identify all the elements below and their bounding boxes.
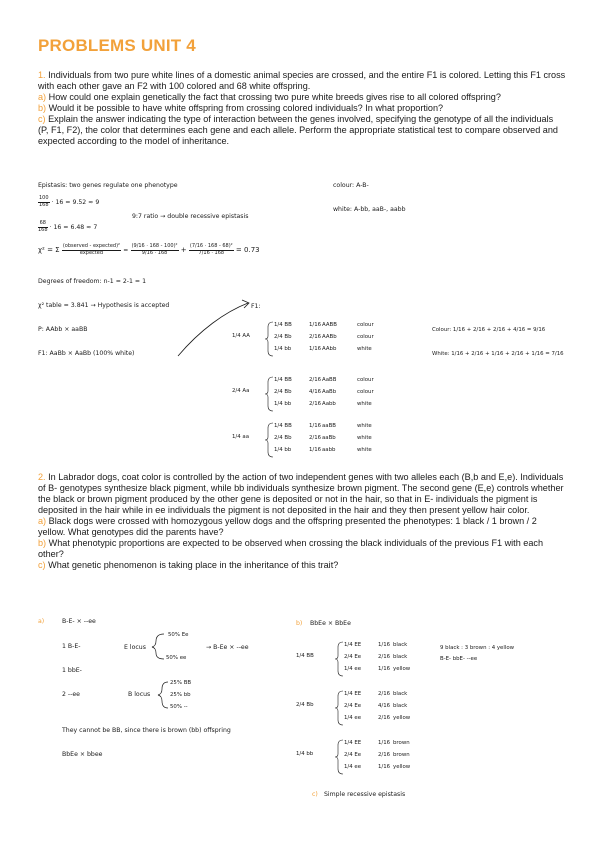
chi-table-note: χ² table = 3.841 → Hypothesis is accepted: [38, 302, 170, 309]
problem-2-b-text: What phenotypic proportions are expected to be observed when crossing the black individuals of the previous F1 with each other?: [38, 538, 544, 559]
punnett-2-phenotype: brown: [393, 752, 410, 758]
punnett-1-phenotype: white: [357, 401, 372, 407]
problem-2-text: [38, 472, 566, 571]
punnett-2-braces: [335, 642, 343, 774]
punnett-2-probability: 2/16: [378, 654, 391, 660]
punnett-1-genotype: aaBb: [322, 435, 336, 441]
punnett-1-genotype: AaBb: [322, 389, 337, 395]
f1-label: F1:: [251, 303, 261, 310]
punnett-2-phenotype: black: [393, 691, 408, 697]
b-locus-25-bb: 25% bb: [170, 692, 191, 698]
answer-a-cross: B-E- × --ee: [62, 618, 96, 625]
punnett-1-second-allele: 2/4 Bb: [274, 334, 292, 340]
calc-colored: [38, 196, 99, 208]
punnett-1-phenotype: colour: [357, 377, 374, 383]
e-locus-50-Ee: 50% Ee: [168, 632, 189, 638]
parents-answer: BbEe × bbee: [62, 751, 103, 758]
calc-colored-den: 168: [39, 201, 49, 208]
chi-term2-den: 7/16 · 168: [198, 249, 225, 256]
calc-colored-fraction: [38, 196, 50, 208]
problem-1-number: 1.: [38, 70, 46, 80]
calc-white-num: 68: [39, 220, 46, 226]
punnett-1-probability: 2/16: [309, 401, 322, 407]
calc-colored-num: 100: [39, 195, 49, 201]
punnett-1-phenotype: colour: [357, 334, 374, 340]
ratio-note: 9:7 ratio → double recessive epistasis: [132, 213, 249, 220]
problem-1-a-text: How could one explain genetically the fact that crossing two pure white breeds gives rise to all colored offspring?: [48, 92, 501, 102]
conclusion-note: They cannot be BB, since there is brown (bb) offspring: [62, 727, 231, 734]
punnett-2-phenotype: black: [393, 642, 408, 648]
punnett-1-second-allele: 1/4 bb: [274, 447, 292, 453]
page-title: PROBLEMS UNIT 4: [38, 36, 196, 55]
chi-plus: +: [180, 246, 187, 254]
punnett-2-phenotype: yellow: [393, 764, 411, 770]
calc-white-fraction: [38, 221, 48, 233]
punnett-2-probability: 4/16: [378, 703, 391, 709]
e-locus-brace: [152, 634, 164, 659]
punnett-1-probability: 1/16: [309, 346, 322, 352]
punnett-2-second-allele: 2/4 Ee: [344, 654, 362, 660]
b-locus-brace: [158, 682, 168, 708]
epistasis-note: Epistasis: two genes regulate one phenotype: [38, 182, 178, 189]
punnett-1-braces: [265, 322, 273, 457]
punnett-2-phenotype: brown: [393, 740, 410, 746]
branch-brace: [265, 377, 273, 411]
chi-term2-num: (7/16 · 168 - 68)²: [189, 243, 233, 249]
e-locus-result: → B-Ee × --ee: [206, 644, 249, 651]
problem-1-b-text: Would it be possible to have white offspring from crossing colored individuals? In what proportion?: [48, 103, 444, 113]
punnett-2-probability: 1/16: [378, 764, 391, 770]
punnett-1-second-allele: 1/4 BB: [274, 423, 292, 429]
punnett-2-probability: 1/16: [378, 642, 391, 648]
punnett-1-second-allele: 1/4 bb: [274, 346, 292, 352]
punnett-2-second-allele: 1/4 EE: [344, 691, 362, 697]
white-sum: White: 1/16 + 2/16 + 1/16 + 2/16 + 1/16 = 7/16: [432, 351, 564, 357]
punnett-1-probability: 4/16: [309, 389, 322, 395]
problem-2-b-label: b): [38, 538, 47, 548]
punnett-1-genotype: AaBB: [322, 377, 337, 383]
chi-general-den: expected: [79, 249, 104, 256]
black-offspring-line: 1 B-E-: [62, 643, 81, 650]
b-locus-25-BB: 25% BB: [170, 680, 192, 686]
ratio-genotypes: B-E- bbE- --ee: [440, 656, 478, 662]
punnett-2-second-allele: 1/4 ee: [344, 715, 362, 721]
branch-brace: [265, 423, 273, 457]
answer-c-label: c): [312, 791, 318, 798]
problem-1-a-label: a): [38, 92, 47, 102]
chi-general-fraction: [62, 244, 121, 256]
punnett-1-second-allele: 2/4 Bb: [274, 435, 292, 441]
e-locus-label: E locus: [124, 644, 146, 651]
branch-brace: [335, 740, 343, 774]
punnett-1-genotype: AABb: [322, 334, 337, 340]
punnett-2-probability: 1/16: [378, 666, 391, 672]
problem-1-c-text: Explain the answer indicating the type of interaction between the genes involved, specifying the genotype of all the individuals (P, F1, F2), the color that determines each gene and each allele. Perform the appropriate statistical test to compare observed and expected according to the model of inheritance.: [38, 114, 558, 146]
f1-cross-note: F1: AaBb × AaBb (100% white): [38, 350, 135, 357]
punnett-1-probability: 2/16: [309, 377, 322, 383]
brown-offspring-line: 1 bbE-: [62, 667, 82, 674]
degrees-of-freedom: Degrees of freedom: n-1 = 2-1 = 1: [38, 278, 147, 285]
punnett-2-phenotype: black: [393, 654, 408, 660]
punnett-1-second-allele: 1/4 BB: [274, 377, 292, 383]
answer-a-label: a): [38, 618, 45, 625]
chi-term2-fraction: [189, 244, 234, 256]
chi-term1-den: 9/16 · 168: [141, 249, 168, 256]
punnett-1-phenotype: colour: [357, 389, 374, 395]
punnett-1-phenotype: white: [357, 346, 372, 352]
problem-1-b-label: b): [38, 103, 47, 113]
answer-c-text: Simple recessive epistasis: [324, 791, 406, 798]
punnett-1-genotype: AAbb: [322, 346, 337, 352]
punnett-1-first-allele: 1/4 aa: [232, 434, 249, 440]
punnett-2-phenotype: black: [393, 703, 408, 709]
f1-arrow: [178, 303, 248, 356]
b-locus-label: B locus: [128, 691, 151, 698]
punnett-2-first-allele: 2/4 Bb: [296, 702, 314, 708]
colour-sum: Colour: 1/16 + 2/16 + 2/16 + 4/16 = 9/16: [432, 327, 546, 333]
punnett-1-genotype: aaBB: [322, 423, 337, 429]
chi-general-num: (observed - expected)²: [62, 243, 121, 249]
punnett-1-probability: 1/16: [309, 447, 322, 453]
punnett-2-probability: 2/16: [378, 752, 391, 758]
chi-square-formula: χ² = Σ $\frac{\text{(observed - expected)²}}{\text{expected}}$ = $\frac{\text{(9/16 · 168 - 100)²}}{9/16 \cdot 168}$ + $\frac{\text{(7/16 · 168 - 68)²}}{7/16 \cdot 168}$ = 0.73: [38, 243, 260, 256]
f1-arrowhead: [242, 300, 249, 308]
punnett-1-first-allele: 1/4 AA: [232, 333, 250, 339]
calc-white-result: · 16 = 6.48 ≈ 7: [49, 224, 98, 231]
punnett-1-probability: 1/16: [309, 423, 322, 429]
punnett-2-second-allele: 1/4 ee: [344, 764, 362, 770]
chi-label: χ² = Σ: [38, 246, 60, 254]
punnett-1-second-allele: 2/4 Bb: [274, 389, 292, 395]
colour-genotype-note: colour: A-B-: [333, 182, 369, 189]
calc-colored-result: · 16 = 9.52 ≈ 9: [51, 199, 100, 206]
punnett-2-phenotype: yellow: [393, 666, 411, 672]
punnett-2-second-allele: 2/4 Ee: [344, 703, 362, 709]
calc-white: [38, 221, 97, 233]
chi-term1-num: (9/16 · 168 - 100)²: [131, 243, 178, 249]
calc-white-den: 168: [38, 226, 48, 233]
punnett-1-first-allele: 2/4 Aa: [232, 388, 250, 394]
problem-2-a-text: Black dogs were crossed with homozygous yellow dogs and the offspring presented the phenotypes: 1 black / 1 brown / 2 yellow. What genotypes did the parents have?: [38, 516, 537, 537]
ratio-answer: 9 black : 3 brown : 4 yellow: [440, 645, 515, 651]
punnett-2-first-allele: 1/4 BB: [296, 653, 314, 659]
punnett-1-phenotype: white: [357, 435, 372, 441]
problem-1-intro: Individuals from two pure white lines of a domestic animal species are crossed, and the entire F1 is colored. Letting this F1 cross with each other gave an F2 with 100 colored and 68 white offspring.: [38, 70, 566, 91]
punnett-2-phenotype: yellow: [393, 715, 411, 721]
branch-brace: [265, 322, 273, 356]
punnett-1-genotype: AABB: [322, 322, 337, 328]
punnett-2-probability: 1/16: [378, 740, 391, 746]
problem-2-c-text: What genetic phenomenon is taking place in the inheritance of this trait?: [48, 560, 339, 570]
punnett-1-phenotype: white: [357, 423, 372, 429]
chi-result: = 0.73: [235, 246, 260, 254]
punnett-1-phenotype: white: [357, 447, 372, 453]
white-genotype-note: white: A-bb, aaB-, aabb: [333, 206, 406, 213]
problem-1-c-label: c): [38, 114, 46, 124]
punnett-2-first-allele: 1/4 bb: [296, 751, 314, 757]
punnett-2-second-allele: 1/4 EE: [344, 642, 362, 648]
problem-1-text: [38, 70, 566, 147]
punnett-1-genotype: aabb: [322, 447, 336, 453]
problem-2-c-label: c): [38, 560, 46, 570]
e-locus-50-ee: 50% ee: [166, 655, 187, 661]
punnett-1-second-allele: 1/4 BB: [274, 322, 292, 328]
b-locus-50: 50% --: [170, 704, 188, 710]
problem-2-a-label: a): [38, 516, 47, 526]
punnett-2-second-allele: 1/4 ee: [344, 666, 362, 672]
punnett-2-probability: 2/16: [378, 715, 391, 721]
yellow-offspring-line: 2 --ee: [62, 691, 80, 698]
branch-brace: [335, 642, 343, 676]
punnett-1-probability: 1/16: [309, 322, 322, 328]
problem-2-intro: In Labrador dogs, coat color is controlled by the action of two independent genes with two alleles each (B,b and E,e). Individuals of B- genotypes synthesize black pigment, while bb individuals synthesize brown pigment. The second gene (E,e) controls whether the black or brown pigment produced by the other gene is deposited or not in the hair, so that in E- individuals the pigment is deposited in the hair while in ee individuals the pigment is not deposited in the hair and they then present yellow hair color.: [38, 472, 564, 515]
punnett-1-genotype: Aabb: [322, 401, 336, 407]
punnett-2-probability: 2/16: [378, 691, 391, 697]
punnett-2-second-allele: 1/4 EE: [344, 740, 362, 746]
punnett-1-second-allele: 1/4 bb: [274, 401, 292, 407]
answer-b-label: b): [296, 620, 303, 627]
punnett-1-probability: 2/16: [309, 435, 322, 441]
chi-term1-fraction: [131, 244, 179, 256]
branch-brace: [335, 691, 343, 725]
punnett-1-probability: 2/16: [309, 334, 322, 340]
problem-2-number: 2.: [38, 472, 46, 482]
parents-note: P: AAbb × aaBB: [38, 326, 88, 333]
punnett-1-phenotype: colour: [357, 322, 374, 328]
punnett-2-second-allele: 2/4 Ee: [344, 752, 362, 758]
answer-b-cross: BbEe × BbEe: [310, 620, 351, 627]
